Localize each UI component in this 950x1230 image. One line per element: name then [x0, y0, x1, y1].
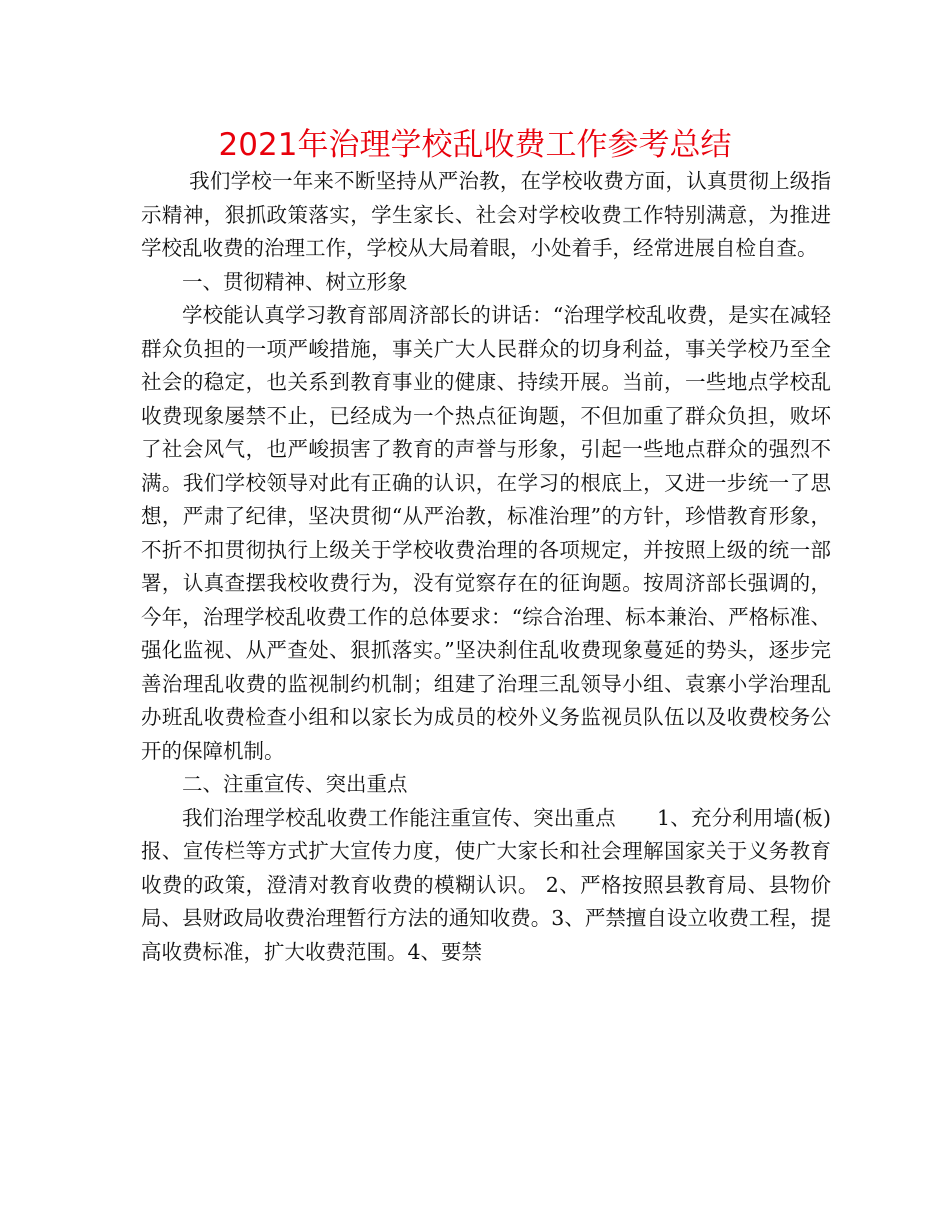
section-heading-2: 二、注重宣传、突出重点 [182, 772, 408, 796]
document-title: 2021年治理学校乱收费工作参考总结 [218, 127, 732, 163]
paragraph-section-1: 学校能认真学习教育部周济部长的讲话：“治理学校乱收费，是实在减轻群众负担的一项严峻措施，事关广大人民群众的切身利益，事关学校乃至全社会的稳定，也关系到教育事业的健康、持续开展。当前，一些地点学校乱收费现象屡禁不止，已经成为一个热点征询题，不但加重了群众负担，败坏了社会风气，也严峻损害了教育的声誉与形象，引起一些地点群众的强烈不满。我们学校领导对此有正确的认识，在学习的根底上，又进一步统一了思想，严肃了纪律，坚决贯彻“从严治教，标准治理”的方针，珍惜教育形象，不折不扣贯彻执行上级关于学校收费治理的各项规定，并按照上级的统一部署，认真查摆我校收费行为，没有觉察存在的征询题。按周济部长强调的，今年，治理学校乱收费工作的总体要求：“综合治理、标本兼治、严格标准、强化监视、从严查处、狠抓落实。”坚决刹住乱收费现象蔓延的势头，逐步完善治理乱收费的监视制约机制；组建了治理三乱领导小组、袁寨小学治理乱办班乱收费检查小组和以家长为成员的校外义务监视员队伍以及收费校务公开的保障机制。 [141, 303, 831, 763]
paragraph-intro: 我们学校一年来不断坚持从严治教，在学校收费方面，认真贯彻上级指示精神，狠抓政策落实，学生家长、社会对学校收费工作特别满意，为推进学校乱收费的治理工作，学校从大局着眼，小处着手，经常进展自检自查。 [141, 169, 831, 260]
section-heading-1: 一、贯彻精神、树立形象 [182, 269, 408, 294]
document-body [141, 165, 831, 969]
paragraph-section-2: 我们治理学校乱收费工作能注重宣传、突出重点 1、充分利用墙(板)报、宣传栏等方式扩大宣传力度，使广大家长和社会理解国家关于义务教育收费的政策，澄清对教育收费的模糊认识。 2、严格按照县教育局、县物价局、县财政局收费治理暂行方法的通知收费。3、严禁擅自设立收费工程，提高收费标准，扩大收费范围。4、要禁 [141, 805, 831, 964]
